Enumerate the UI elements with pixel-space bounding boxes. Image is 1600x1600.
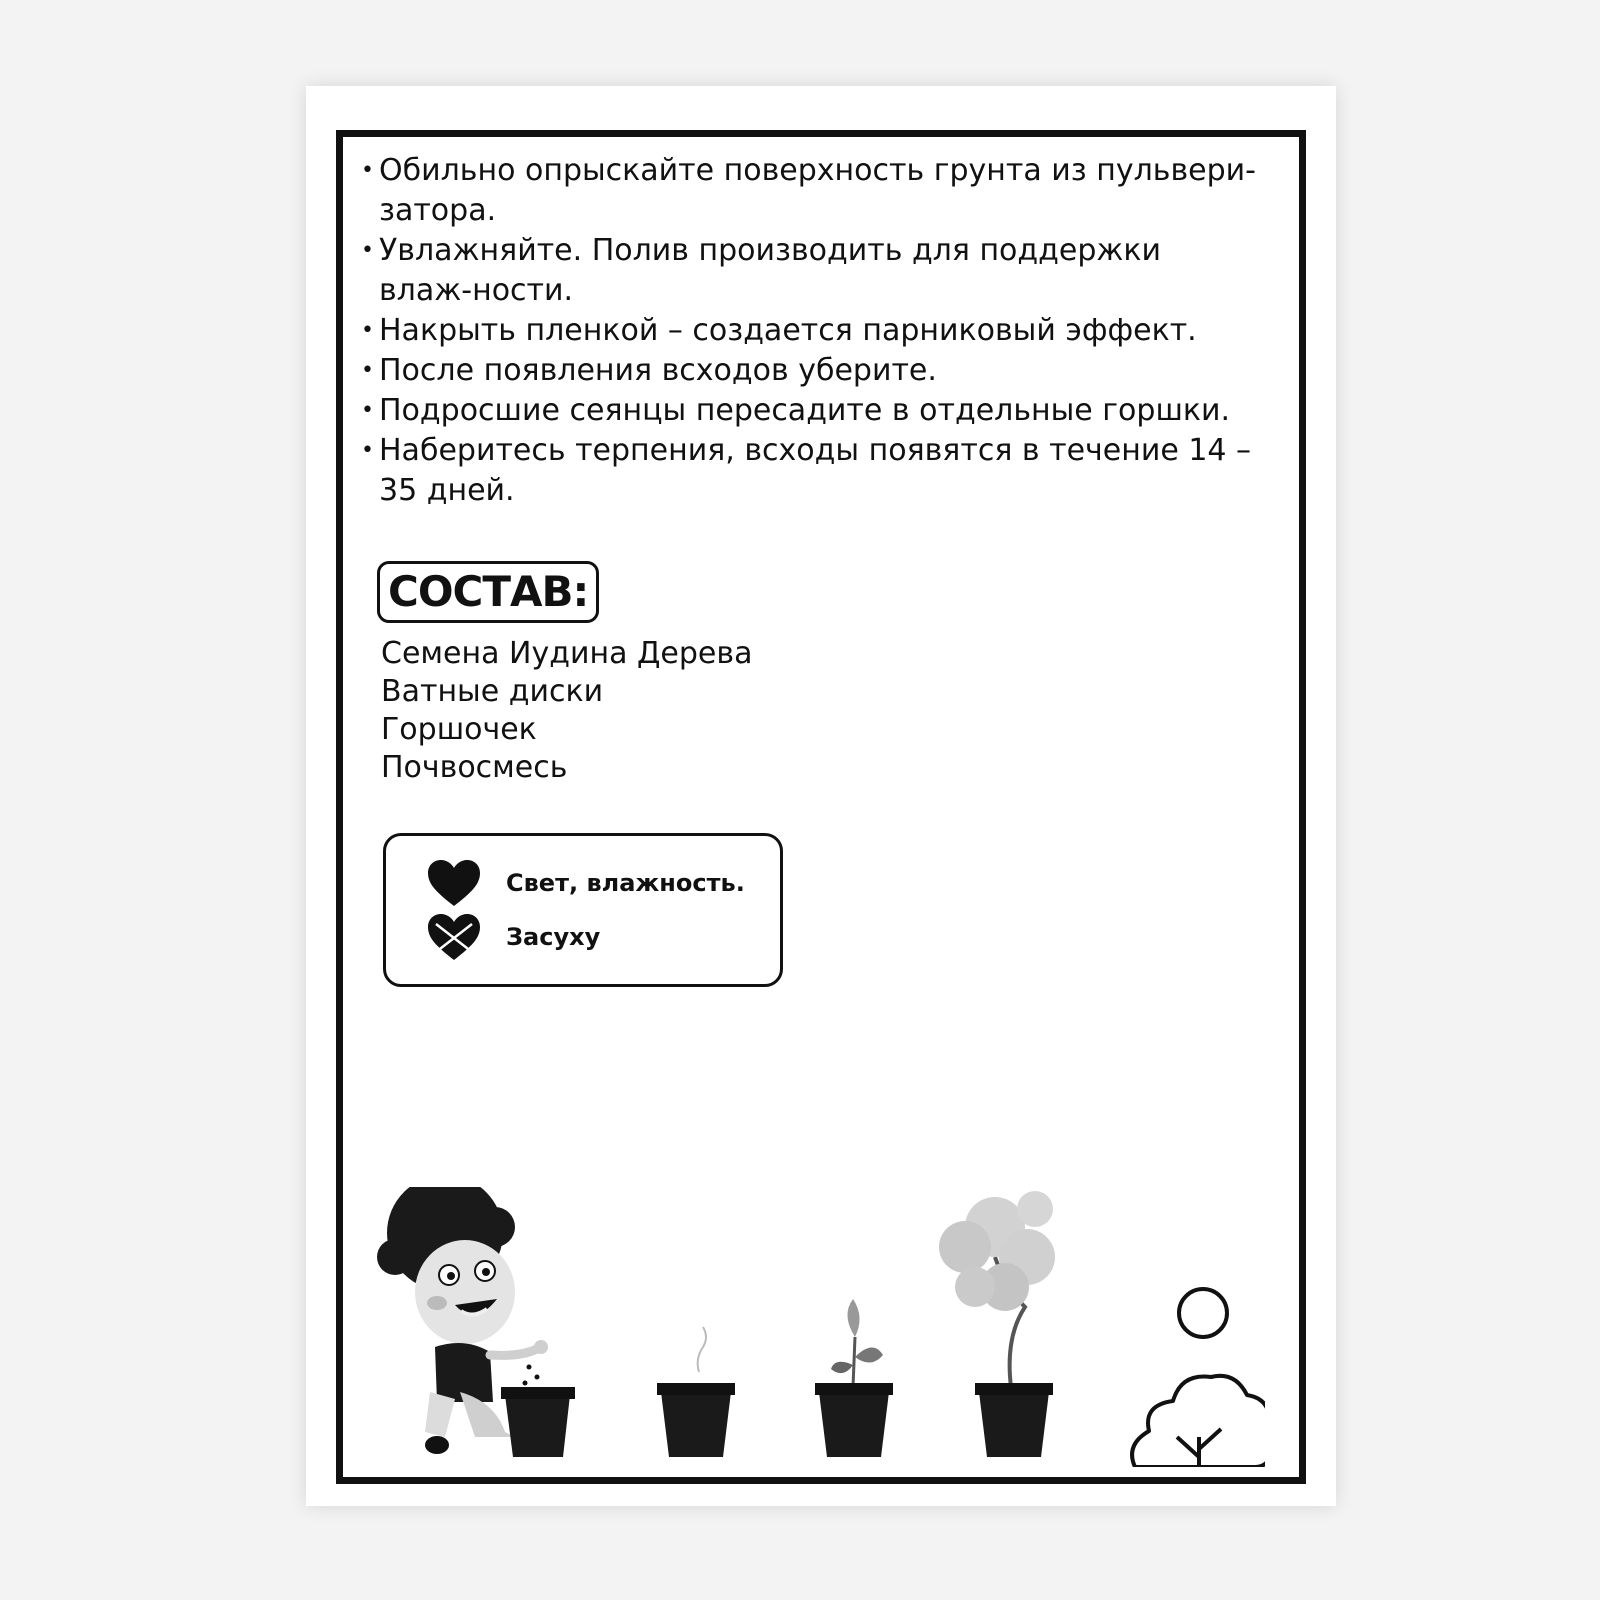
composition-title: СОСТАВ: bbox=[377, 561, 599, 623]
bullet-icon: • bbox=[361, 158, 374, 183]
pot-seedling-illustration bbox=[815, 1299, 893, 1457]
instruction-item: • Наберитесь терпения, всходы появятся в течение 14 – 35 дней. bbox=[361, 433, 1252, 508]
care-likes-row bbox=[426, 858, 745, 908]
instruction-sheet bbox=[306, 86, 1336, 1506]
composition-item: Почвосмесь bbox=[381, 750, 568, 785]
bullet-icon: • bbox=[361, 358, 374, 383]
care-likes-text: Свет, влажность. bbox=[506, 869, 745, 897]
sun-icon bbox=[1179, 1289, 1227, 1337]
care-dislikes-row bbox=[426, 912, 600, 962]
bullet-icon: • bbox=[361, 238, 374, 263]
bullet-icon: • bbox=[361, 398, 374, 423]
composition-item: Ватные диски bbox=[381, 674, 604, 709]
content-frame bbox=[336, 130, 1306, 1484]
growth-illustration bbox=[365, 1187, 1265, 1467]
care-dislikes-text: Засуху bbox=[506, 923, 601, 951]
bullet-icon: • bbox=[361, 318, 374, 343]
instruction-item: • После появления всходов уберите. bbox=[361, 351, 1261, 391]
crossed-heart-icon bbox=[426, 912, 482, 962]
pot-tree-illustration bbox=[939, 1191, 1055, 1457]
tree-icon bbox=[1132, 1376, 1265, 1467]
instruction-item: • Увлажняйте. Полив производить для поддержки влаж-ности. bbox=[361, 233, 1162, 308]
heart-icon bbox=[426, 858, 482, 908]
composition-item: Горшочек bbox=[381, 712, 537, 747]
care-box bbox=[383, 833, 783, 987]
boy-gardening-illustration bbox=[377, 1187, 575, 1457]
composition-item: Семена Иудина Дерева bbox=[381, 636, 753, 671]
composition-list bbox=[381, 635, 752, 787]
instruction-item: • Подросшие сеянцы пересадите в отдельные горшки. bbox=[361, 391, 1261, 431]
bullet-icon: • bbox=[361, 438, 374, 463]
instructions-list bbox=[361, 151, 1261, 511]
pot-seed-illustration bbox=[657, 1327, 735, 1457]
instruction-item: • Обильно опрыскайте поверхность грунта из пульвери-затора. bbox=[361, 153, 1256, 228]
instruction-item: • Накрыть пленкой – создается парниковый эффект. bbox=[361, 311, 1261, 351]
